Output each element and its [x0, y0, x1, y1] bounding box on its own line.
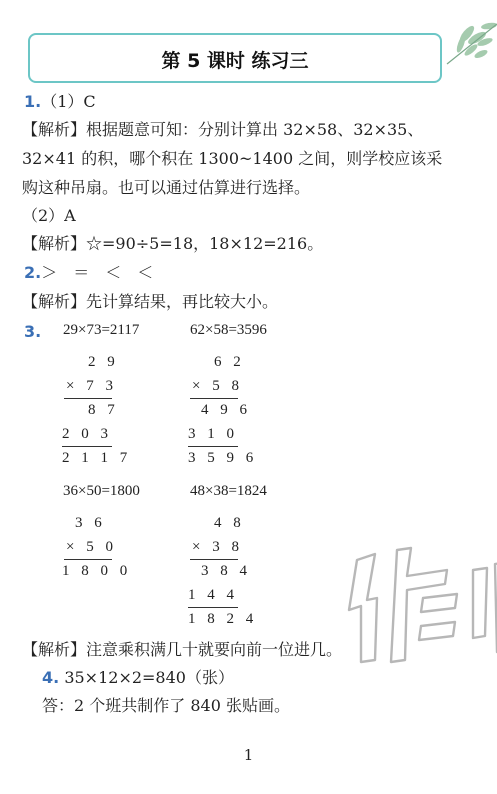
- leaf-decoration-icon: [437, 14, 497, 74]
- calc1-rule-2: [62, 446, 112, 447]
- q3-equation-3: 36×50=1800: [63, 483, 140, 499]
- q3-number: 3.: [24, 322, 42, 341]
- page-title: 第 5 课时 练习三: [161, 50, 309, 72]
- watermark-zuoye-icon: [337, 540, 497, 670]
- q1-part1: [24, 92, 96, 112]
- calc2-partial-2: 3 1 0: [188, 426, 238, 442]
- title-box: [28, 33, 442, 83]
- q2-answer: ＞ ＝ ＜ ＜: [41, 263, 154, 282]
- calc1-multiplicand: 2 9: [88, 354, 119, 370]
- q3-equation-4: 48×38=1824: [190, 483, 267, 499]
- calc3-product: 1 8 0 0: [62, 563, 132, 579]
- q2-number: 2.: [24, 263, 42, 282]
- calc4-rule-1: [190, 559, 238, 560]
- calc2-product: 3 5 9 6: [188, 450, 258, 466]
- calc3-multiplicand: 3 6: [75, 515, 106, 531]
- calc4-rule-2: [188, 607, 238, 608]
- page-number: 1: [243, 746, 254, 764]
- calc4-partial-1: 3 8 4: [201, 563, 251, 579]
- calc2-multiplicand: 6 2: [214, 354, 245, 370]
- q3-label: [24, 322, 41, 342]
- calc3-multiplier: × 5 0: [66, 539, 117, 555]
- calc4-partial-2: 1 4 4: [188, 587, 238, 603]
- calc2-partial-1: 4 9 6: [201, 402, 251, 418]
- q1-analysis-line-2: 32×41 的积，哪个积在 1300~1400 之间，则学校应该采: [22, 149, 443, 168]
- q1-analysis-line-3: 购这种吊扇。也可以通过估算进行选择。: [22, 178, 311, 197]
- q1-analysis-line-1: 【解析】根据题意可知：分别计算出 32×58、32×35、: [22, 120, 424, 139]
- q3-analysis: 【解析】注意乘积满几十就要向前一位进几。: [22, 640, 343, 659]
- q4-equation-row: [42, 668, 234, 688]
- q1-number: 1.: [24, 92, 42, 111]
- calc4-product: 1 8 2 4: [188, 611, 258, 627]
- q3-equation-2: 62×58=3596: [190, 322, 267, 338]
- calc3-rule-1: [64, 559, 112, 560]
- q1-p1-answer: （1）C: [41, 92, 96, 111]
- calc1-partial-2: 2 0 3: [62, 426, 112, 442]
- calc1-product: 2 1 1 7: [62, 450, 132, 466]
- q2-answer-row: [24, 263, 153, 283]
- calc2-rule-2: [188, 446, 238, 447]
- q4-number: 4.: [42, 668, 60, 687]
- q4-answer: 答：2 个班共制作了 840 张贴画。: [42, 696, 290, 715]
- calc1-partial-1: 8 7: [88, 402, 119, 418]
- q2-analysis: 【解析】先计算结果，再比较大小。: [22, 292, 279, 311]
- q1-p2-answer: （2）A: [22, 206, 76, 225]
- calc4-multiplier: × 3 8: [192, 539, 243, 555]
- calc2-multiplier: × 5 8: [192, 378, 243, 394]
- q1-p2-analysis: 【解析】☆=90÷5=18，18×12=216。: [22, 234, 324, 253]
- calc2-rule-1: [190, 398, 238, 399]
- calc1-rule-1: [64, 398, 112, 399]
- calc1-multiplier: × 7 3: [66, 378, 117, 394]
- q3-equation-1: 29×73=2117: [63, 322, 140, 338]
- q4-equation: 35×12×2=840（张）: [64, 668, 234, 687]
- calc4-multiplicand: 4 8: [214, 515, 245, 531]
